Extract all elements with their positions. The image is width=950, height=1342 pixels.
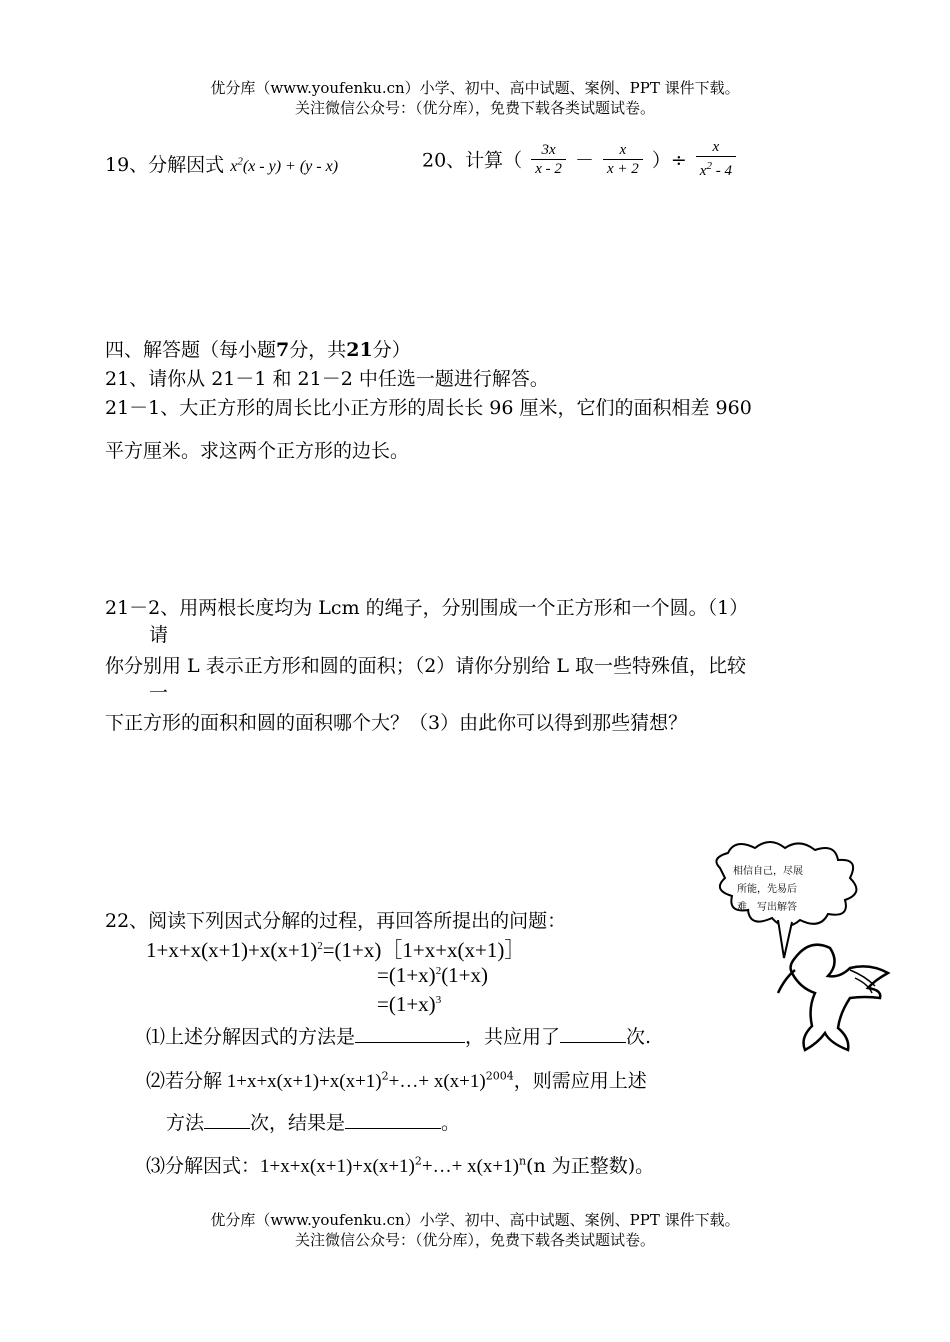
q20-close-divide: ）÷: [651, 149, 687, 172]
q22-equation-3: $=(1+x)^3$: [377, 992, 442, 1016]
q22-part-1: ⑴上述分解因式的方法是 ，共应用了 次.: [146, 1026, 652, 1048]
footer-line-1: 优分库（www.youfenku.cn）小学、初中、高中试题、案例、PPT 课件下载。: [210, 1211, 740, 1229]
answer-blank-method[interactable]: [355, 1024, 465, 1043]
q20-label: 20、计算（: [422, 149, 523, 172]
q22-part-2-cont: 方法 次，结果是 。: [166, 1112, 461, 1134]
q20-fraction-3: $\frac{x}{x^2 - 4}$: [696, 138, 736, 180]
q21-intro: 21、请你从 21－1 和 21－2 中任选一题进行解答。: [105, 368, 549, 390]
q20-fraction-1: $\frac{3x}{x - 2}$: [531, 141, 566, 178]
footer-line-2: 关注微信公众号：（优分库），免费下载各类试题试卷。: [294, 1231, 655, 1249]
bubble-line-2: 所能，先易后: [737, 884, 797, 895]
q21-1-line-2: 平方厘米。求这两个正方形的边长。: [105, 440, 410, 462]
header-line-1: 优分库（www.youfenku.cn）小学、初中、高中试题、案例、PPT 课件下载。: [210, 79, 740, 97]
q20-minus: －: [574, 149, 594, 172]
section-4-title: 四、解答题（每小题7分，共21分）: [105, 339, 411, 361]
answer-blank-result[interactable]: [345, 1110, 441, 1129]
q22-equation-1: $1+x+x(x+1)+x(x+1)^2=(1+x)[1+x+x(x+1)]$: [146, 938, 526, 962]
answer-blank-count[interactable]: [560, 1024, 626, 1043]
q20-fraction-2: $\frac{x}{x + 2}$: [603, 141, 643, 178]
q21-1-line-1: 21－1、大正方形的周长比小正方形的周长长 96 厘米，它们的面积相差 960: [105, 397, 752, 419]
q21-2-line-3: 下正方形的面积和圆的面积哪个大？（3）由此你可以得到那些猜想？: [105, 712, 688, 734]
bubble-line-3: 难，写出解答: [737, 902, 797, 913]
q19-label: 19、分解因式: [105, 154, 225, 176]
q21-2-line-1-wrap: 请: [149, 624, 169, 646]
q19-expr: $x^2(x - y) + (y - x)$: [230, 155, 339, 175]
q22-part-3: ⑶分解因式：$1+x+x(x+1)+x(x+1)^2+\dots+ x(x+1)^n(n$ 为正整数)。: [146, 1154, 655, 1177]
q21-2-line-2: 你分别用 L 表示正方形和圆的面积；（2）请你分别给 L 取一些特殊值，比较: [105, 655, 746, 677]
answer-blank-times[interactable]: [204, 1110, 250, 1129]
bubble-line-1: 相信自己，尽展: [733, 866, 803, 877]
q22-part-2: ⑵若分解 $1+x+x(x+1)+x(x+1)^2+\dots+ x(x+1)^{2004}$，则需应用上述: [146, 1069, 647, 1092]
q22-intro: 22、阅读下列因式分解的过程，再回答所提出的问题：: [105, 910, 567, 932]
question-19: [105, 150, 338, 177]
q22-equation-2: $=(1+x)^2(1+x)$: [377, 963, 489, 987]
question-20: [422, 138, 739, 180]
q21-2-line-2-wrap: 一: [149, 682, 169, 704]
header-line-2: 关注微信公众号：（优分库），免费下载各类试题试卷。: [294, 99, 655, 117]
q21-2-line-1: 21－2、用两根长度均为 Lcm 的绳子，分别围成一个正方形和一个圆。（1）: [105, 597, 749, 619]
